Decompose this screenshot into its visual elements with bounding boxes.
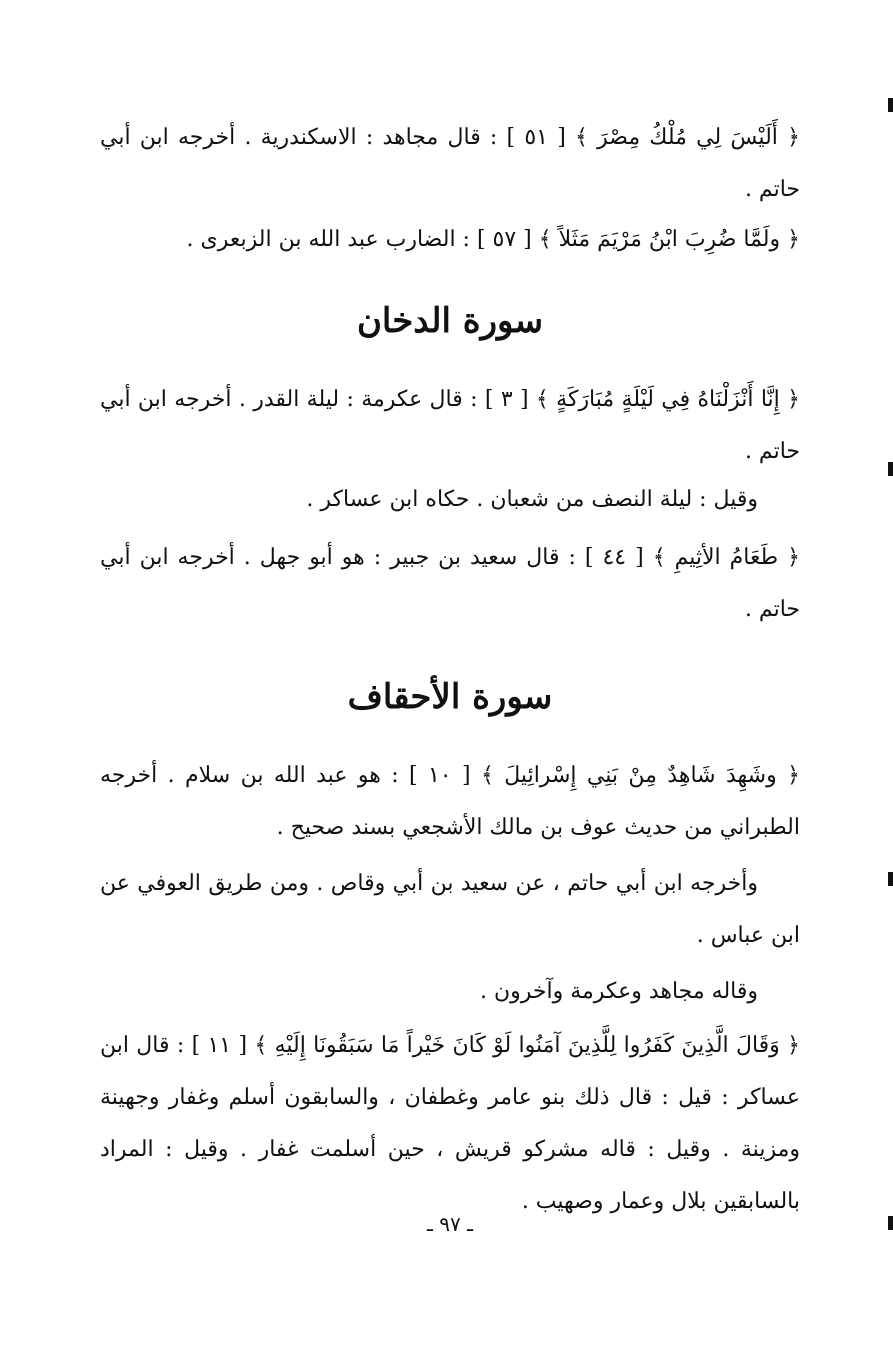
paragraph-ahqaf-10-also: وقاله مجاهد وعكرمة وآخرون . (479, 979, 758, 1004)
paragraph-dukhan-3: ﴿ إِنَّا أَنْزَلْنَاهُ فِي لَيْلَةٍ مُبَارَكَةٍ ﴾ [ ٣ ] : قال عكرمة : ليلة القدر . أخرجه ابن أبي حاتم . (100, 387, 800, 464)
edge-mark (888, 98, 893, 112)
surah-heading-ahqaf: سورة الأحقاف (347, 677, 553, 717)
paragraph-dukhan-44: ﴿ طَعَامُ الأثِيمِ ﴾ [ ٤٤ ] : قال سعيد بن جبير : هو أبو جهل . أخرجه ابن أبي حاتم . (100, 545, 800, 622)
page-number: ـ ٩٧ ـ (427, 1212, 473, 1236)
edge-mark (888, 872, 893, 886)
surah-heading-dukhan: سورة الدخان (356, 301, 544, 341)
paragraph-ahqaf-10: ﴿ وشَهِدَ شَاهِدٌ مِنْ بَنِي إِسْرائِيلَ ﴾ [ ١٠ ] : هو عبد الله بن سلام . أخرجه الطبراني من حديث عوف بن مالك الأشجعي بسند صحيح . (100, 763, 800, 840)
paragraph-zukhruf-57: ﴿ ولَمَّا ضُرِبَ ابْنُ مَرْيَمَ مَثَلاً ﴾ [ ٥٧ ] : الضارب عبد الله بن الزبعرى . (186, 227, 800, 252)
paragraph-zukhruf-51: ﴿ أَلَيْسَ لِي مُلْكُ مِصْرَ ﴾ [ ٥١ ] : قال مجاهد : الاسكندرية . أخرجه ابن أبي حاتم . (100, 125, 800, 202)
paragraph-dukhan-note: وقيل : ليلة النصف من شعبان . حكاه ابن عساكر . (306, 487, 758, 512)
paragraph-ahqaf-11: ﴿ وَقَالَ الَّذِينَ كَفَرُوا لِلَّذِينَ آمَنُوا لَوْ كَانَ خَيْراً مَا سَبَقُونَا إِلَيْهِ ﴾ [ ١١ ] : قال ابن عساكر : قيل : قال ذلك بنو عامر وغطفان ، والسابقون أسلم وغفار وجهينة ومزينة . وقيل : قاله مشركو قريش ، حين أسلمت غفار . وقيل : المراد بالسابقين بلال وعمار وصهيب . (100, 1033, 800, 1214)
edge-mark (888, 462, 893, 476)
document-page (100, 0, 800, 1364)
edge-mark (888, 1216, 893, 1230)
paragraph-ahqaf-10-alt: وأخرجه ابن أبي حاتم ، عن سعيد بن أبي وقاص . ومن طريق العوفي عن ابن عباس . (100, 871, 800, 948)
